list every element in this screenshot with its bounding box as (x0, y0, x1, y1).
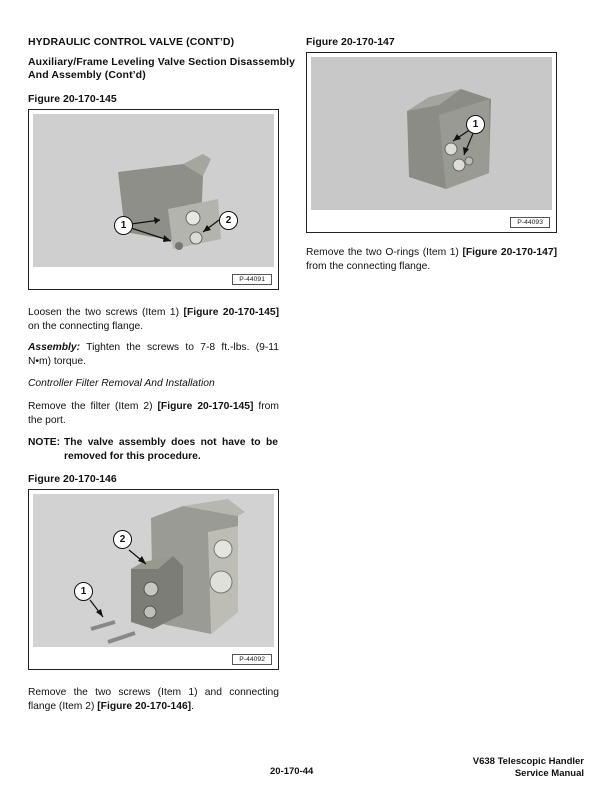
figure-146-photo (33, 494, 274, 647)
callout-1: 1 (114, 216, 133, 235)
callout-2: 2 (113, 530, 132, 549)
figure-145-photo (33, 114, 274, 267)
paragraph-loosen-screws: Loosen the two screws (Item 1) [Figure 20-170-145] on the connecting flange. (28, 307, 280, 332)
note-line-1: The valve assembly does not have to be (64, 437, 278, 448)
figure-145-code: P-44091 (232, 274, 272, 285)
callout-1: 1 (74, 582, 93, 601)
figure-145-label: Figure 20-170-145 (28, 93, 117, 105)
figure-145 (28, 109, 279, 290)
figure-147-label: Figure 20-170-147 (306, 36, 395, 48)
figure-ref-145-b[interactable]: [Figure 20-170-145] (157, 401, 254, 412)
note (28, 436, 279, 463)
figure-146-code: P-44092 (232, 654, 272, 665)
assembly-label: Assembly: (28, 342, 81, 353)
paragraph-remove-filter: Remove the filter (Item 2) [Figure 20-170-145] from the port. (28, 401, 279, 426)
section-heading: HYDRAULIC CONTROL VALVE (CONT’D) (28, 36, 235, 48)
footer-product (473, 756, 584, 780)
figure-ref-145[interactable]: [Figure 20-170-145] (183, 307, 280, 318)
paragraph-remove-screws-flange: Remove the two screws (Item 1) and connecting flange (Item 2) [Figure 20-170-146]. (28, 687, 279, 712)
note-label: NOTE: (28, 437, 61, 448)
italic-heading: Controller Filter Removal And Installation (28, 378, 215, 389)
subheading (28, 56, 295, 82)
footer-product-line-1: V638 Telescopic Handler (472, 756, 584, 767)
figure-147-photo (311, 57, 552, 210)
figure-ref-146[interactable]: [Figure 20-170-146] (97, 700, 192, 712)
note-line-2: removed for this procedure. (64, 450, 201, 462)
footer-product-line-2: Service Manual (514, 768, 584, 779)
figure-146 (28, 489, 279, 670)
figure-147-code: P-44093 (510, 217, 550, 228)
figure-ref-147[interactable]: [Figure 20-170-147] (462, 247, 557, 258)
page-number: 20-170-44 (270, 766, 314, 777)
callout-1: 1 (466, 115, 485, 134)
subheading-line-1: Auxiliary/Frame Leveling Valve Section Disassembly (28, 56, 296, 68)
figure-146-label: Figure 20-170-146 (28, 473, 117, 485)
figure-147 (306, 52, 557, 233)
paragraph-remove-orings: Remove the two O-rings (Item 1) [Figure 20-170-147] from the connecting flange. (306, 247, 557, 272)
paragraph-assembly: Assembly: Tighten the screws to 7-8 ft.-lbs. (9-11 N•m) torque. (28, 342, 279, 367)
callout-2: 2 (219, 211, 238, 230)
subheading-line-2: And Assembly (Cont’d) (28, 69, 146, 81)
